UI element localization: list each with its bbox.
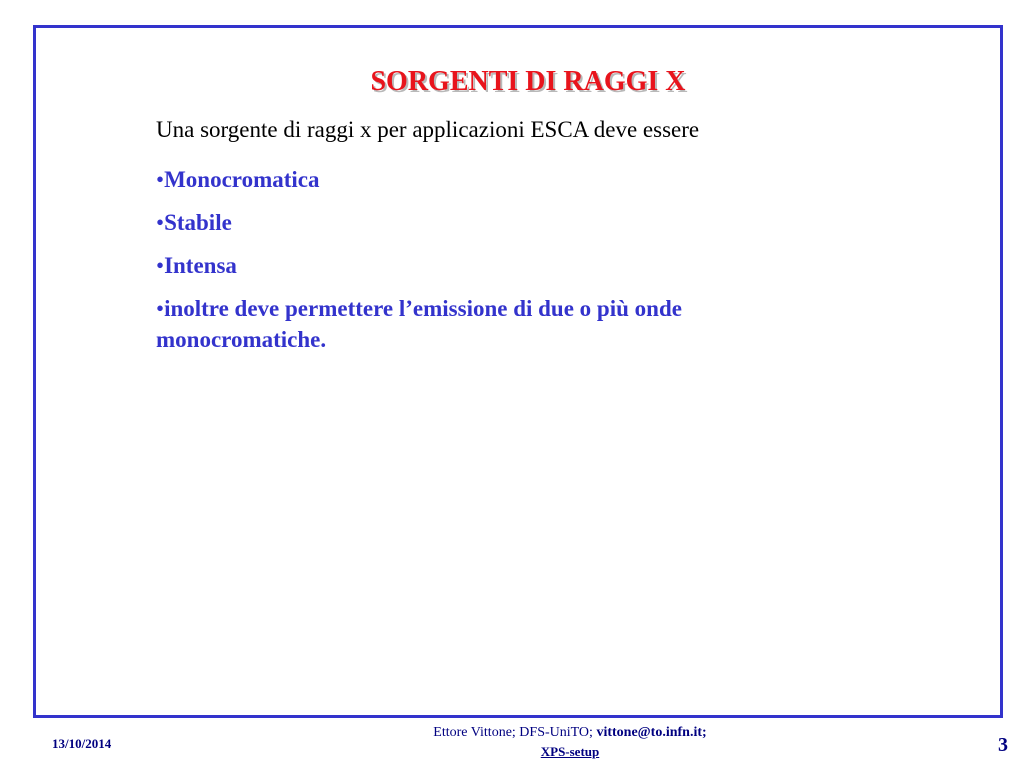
- slide-frame: [33, 25, 1003, 718]
- footer-author: Ettore Vittone; DFS-UniTO;: [433, 725, 597, 740]
- bullet-item: [156, 293, 856, 355]
- bullet-marker: •: [156, 166, 165, 192]
- bullet-item: [156, 164, 856, 195]
- slide-footer: [0, 720, 1024, 768]
- footer-center: [370, 724, 770, 763]
- bullet-item: [156, 250, 856, 281]
- bullet-marker: •: [156, 252, 165, 278]
- bullet-label: Monocromatica: [164, 166, 320, 192]
- bullet-label: inoltre deve permettere l’emissione di due o più onde monocromatiche.: [156, 295, 682, 352]
- slide-title: SORGENTI DI RAGGI X: [370, 66, 686, 97]
- bullet-label: Intensa: [164, 252, 237, 278]
- footer-email[interactable]: vittone@to.infn.it;: [596, 725, 707, 740]
- slide-content: [156, 116, 856, 367]
- footer-date: 13/10/2014: [52, 736, 112, 751]
- bullet-label: Stabile: [164, 209, 232, 235]
- footer-author-line: [370, 724, 770, 743]
- intro-text: Una sorgente di raggi x per applicazioni ESCA deve essere: [156, 117, 700, 142]
- bullet-marker: •: [156, 295, 165, 321]
- xps-setup-link[interactable]: XPS-setup: [540, 743, 600, 759]
- bullet-marker: •: [156, 209, 165, 235]
- bullet-item: [156, 207, 856, 238]
- page-number: 3: [998, 734, 1008, 756]
